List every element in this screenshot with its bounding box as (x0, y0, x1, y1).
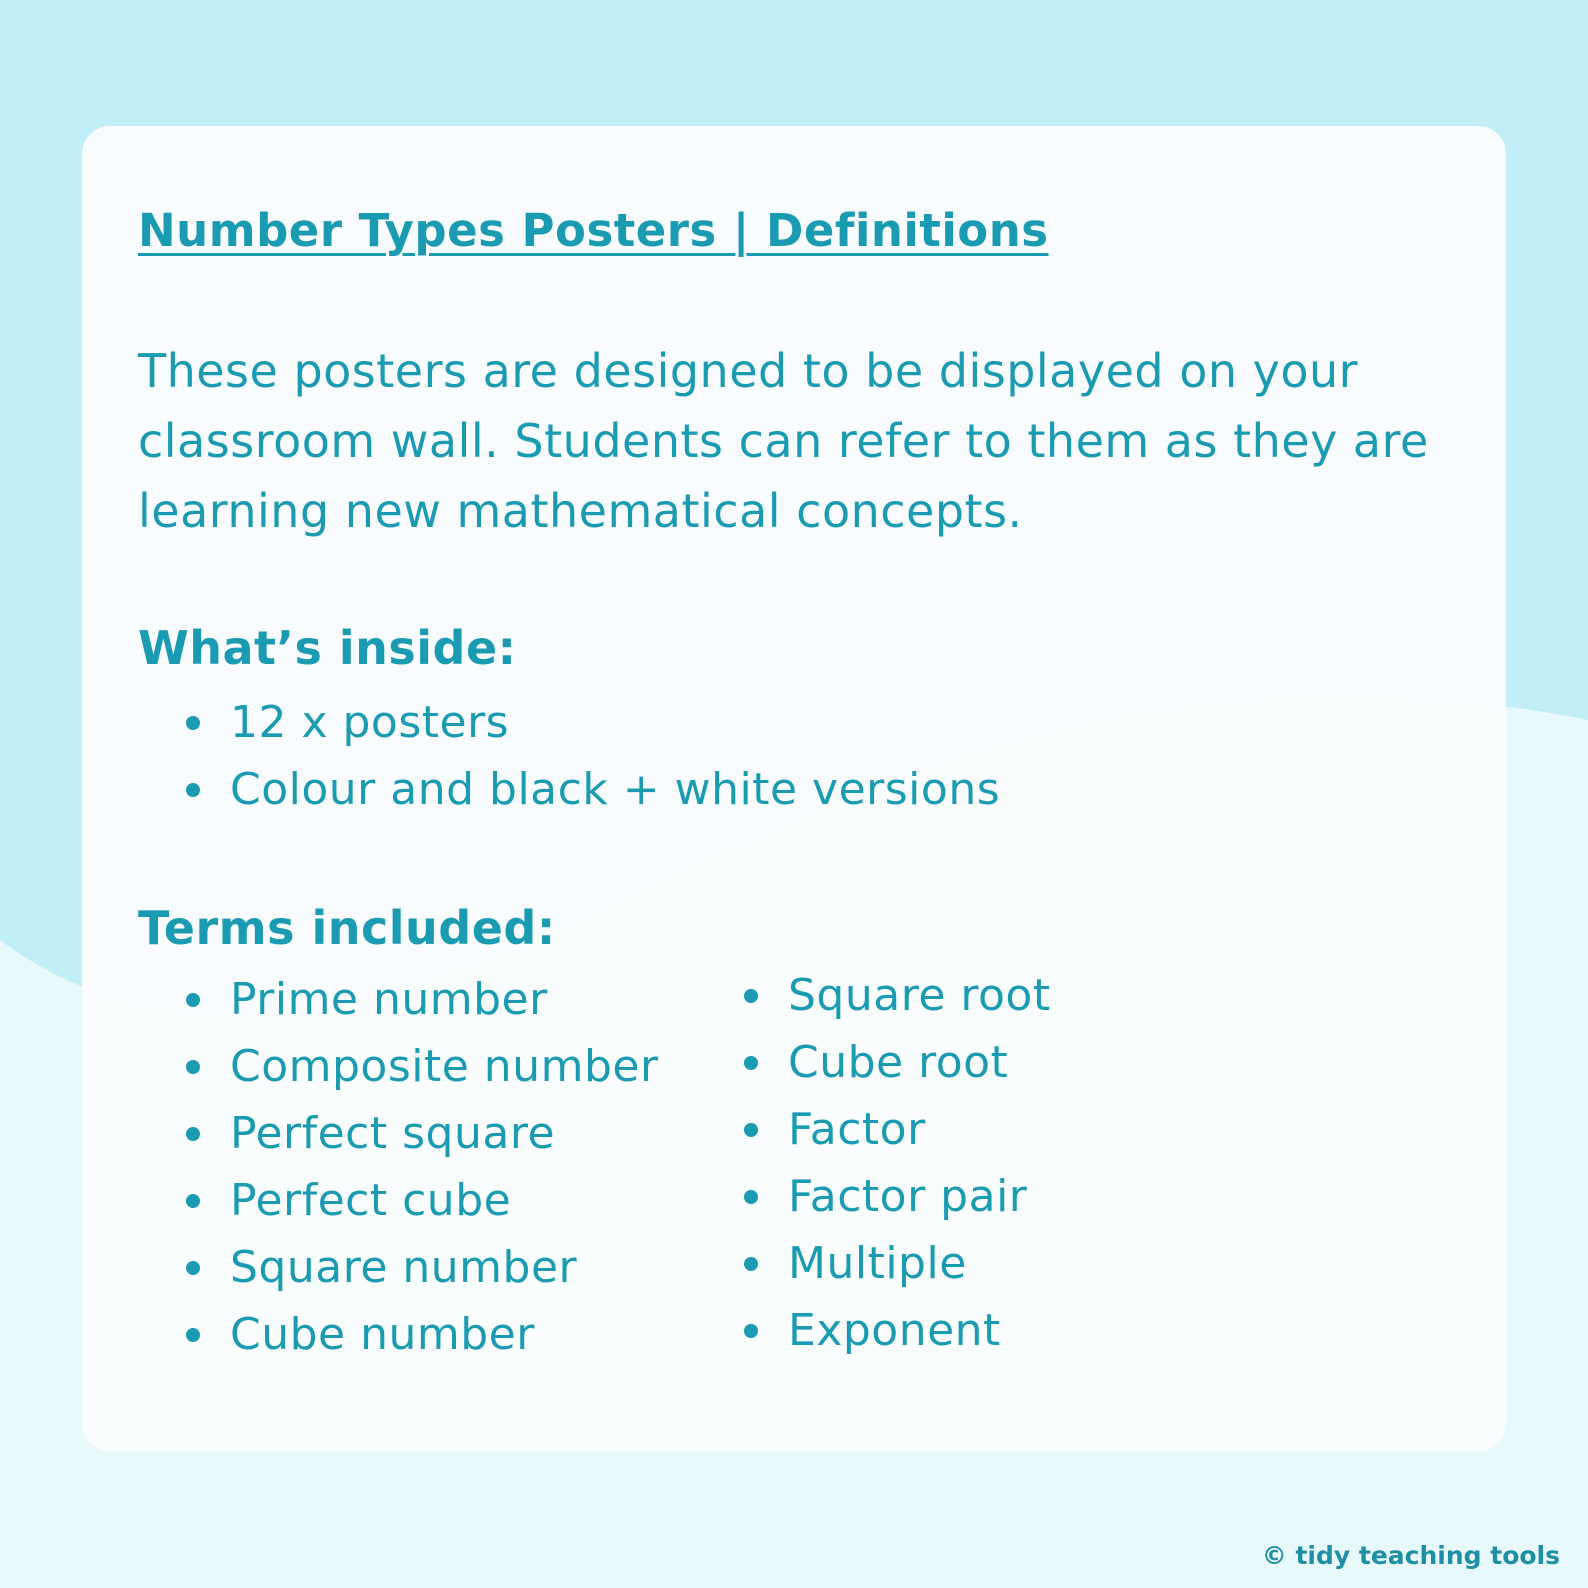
list-item-label: Perfect cube (230, 1175, 512, 1226)
bullet-icon (186, 716, 200, 730)
list-item-label: Colour and black + white versions (230, 764, 1001, 815)
bullet-icon (186, 1060, 200, 1074)
bullet-icon (744, 1257, 758, 1271)
bullet-icon (744, 1324, 758, 1338)
bullet-icon (186, 1194, 200, 1208)
list-item (744, 962, 1051, 1029)
list-item (186, 1301, 659, 1368)
intro-paragraph: These posters are designed to be displayed on your classroom wall. Students can refer to them as they are learning new mathematical concepts. (138, 344, 1429, 538)
list-item-label: Factor (788, 1104, 926, 1155)
bullet-icon (744, 989, 758, 1003)
list-item-label: 12 x posters (230, 697, 510, 748)
list-item (744, 1096, 1051, 1163)
bullet-icon (186, 993, 200, 1007)
list-item-label: Perfect square (230, 1108, 556, 1159)
bullet-icon (186, 783, 200, 797)
page-title: Number Types Posters | Definitions (138, 204, 1049, 257)
list-item (744, 1230, 1051, 1297)
list-item (186, 966, 659, 1033)
list-item-label: Exponent (788, 1305, 1001, 1356)
bullet-icon (744, 1123, 758, 1137)
terms-heading: Terms included: (138, 901, 556, 955)
list-item (186, 756, 1000, 823)
list-item-label: Prime number (230, 974, 548, 1025)
content-card (82, 126, 1506, 1451)
bullet-icon (744, 1056, 758, 1070)
whats-inside-heading: What’s inside: (138, 621, 517, 675)
list-item-label: Multiple (788, 1238, 967, 1289)
list-item (186, 1167, 659, 1234)
list-item (744, 1297, 1051, 1364)
list-item-label: Square number (230, 1242, 578, 1293)
list-item-label: Cube number (230, 1309, 535, 1360)
terms-list-right (744, 962, 1051, 1364)
list-item (186, 1100, 659, 1167)
bullet-icon (186, 1261, 200, 1275)
list-item (186, 1033, 659, 1100)
bullet-icon (186, 1127, 200, 1141)
list-item-label: Cube root (788, 1037, 1009, 1088)
list-item (186, 1234, 659, 1301)
copyright-watermark: © tidy teaching tools (1261, 1541, 1560, 1570)
terms-list-left (186, 966, 659, 1368)
list-item (744, 1163, 1051, 1230)
whats-inside-list (186, 689, 1000, 823)
bullet-icon (186, 1328, 200, 1342)
list-item-label: Factor pair (788, 1171, 1028, 1222)
list-item-label: Square root (788, 970, 1051, 1021)
list-item-label: Composite number (230, 1041, 659, 1092)
list-item (744, 1029, 1051, 1096)
bullet-icon (744, 1190, 758, 1204)
list-item (186, 689, 1000, 756)
